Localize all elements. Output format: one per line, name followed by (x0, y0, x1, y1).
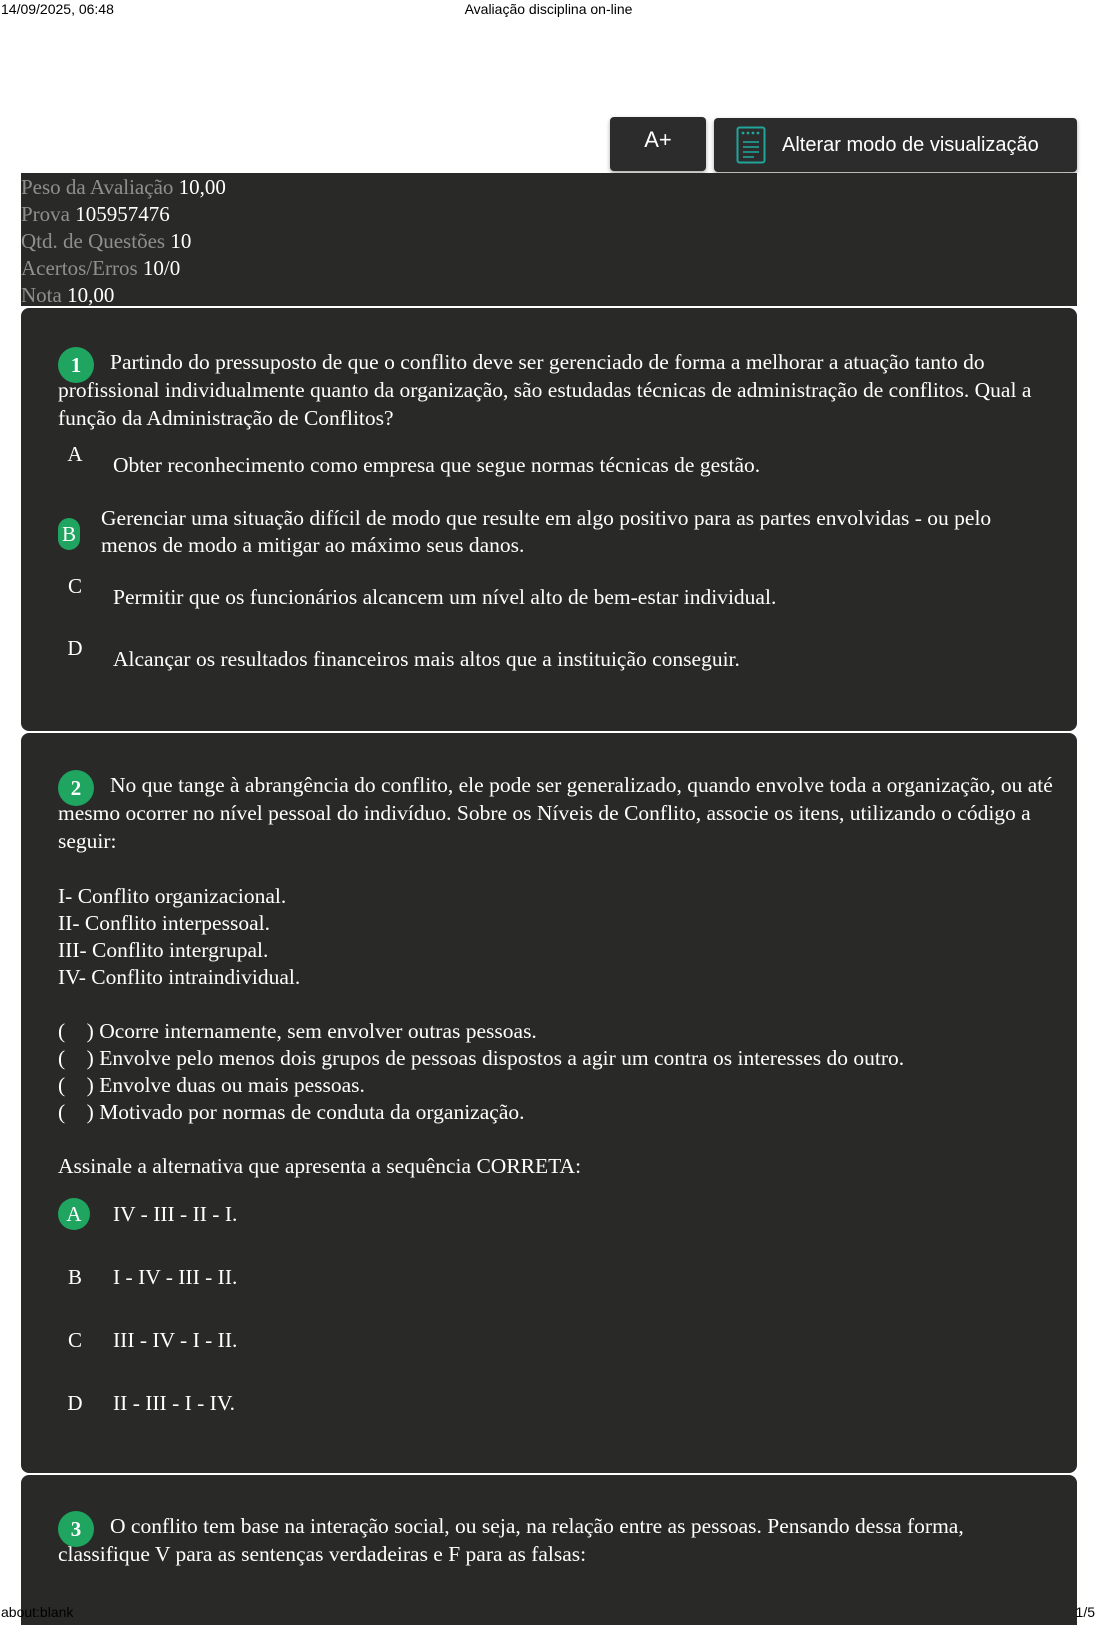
document-icon (736, 126, 766, 164)
option-text-c[interactable]: III - IV - I - II. (113, 1328, 238, 1352)
summary-score-value: 10/0 (142, 256, 181, 280)
question-card-1 (21, 308, 1077, 731)
summary-weight (21, 174, 1077, 201)
summary-grade-value: 10,00 (67, 283, 115, 307)
summary-weight-value: 10,00 (178, 175, 226, 199)
print-datetime: 14/09/2025, 06:48 (1, 1, 114, 17)
association-statement: ( ) Ocorre internamente, sem envolver outras pessoas. (58, 1019, 537, 1043)
question-text: O conflito tem base na interação social, ou seja, na relação entre as pessoas. Pensando dessa forma, classifique V para as sentenças verdadeiras e F para as falsas: (58, 1514, 964, 1566)
option-letter-d[interactable]: D (67, 1391, 83, 1415)
question-number-badge: 2 (58, 770, 94, 806)
association-statement: ( ) Envolve duas ou mais pessoas. (58, 1073, 365, 1097)
option-letter-c[interactable]: C (67, 574, 82, 598)
option-text-b[interactable]: Gerenciar uma situação difícil de modo que resulte em algo positivo para as partes envolvidas - ou pelo menos de modo a mitigar ao máximo seus danos. (101, 506, 992, 557)
option-letter-b[interactable]: B (67, 1265, 82, 1289)
print-header (0, 0, 1097, 18)
summary-questions (21, 228, 1077, 255)
question-text: Partindo do pressuposto de que o conflito deve ser gerenciado de forma a melhorar a atuação tanto do profissional individualmente quanto da organização, são estudadas técnicas de administração de conflitos. Qual a função da Administração de Conflitos? (58, 350, 1032, 430)
option-text-d[interactable]: Alcançar os resultados financeiros mais altos que a instituição conseguir. (113, 647, 740, 671)
question-number-badge: 1 (58, 347, 94, 383)
print-footer (0, 1603, 1097, 1621)
print-title: Avaliação disciplina on-line (464, 1, 633, 17)
option-letter-a[interactable]: A (67, 442, 83, 466)
option-letter-a-correct[interactable]: A (58, 1198, 90, 1230)
summary-grade (21, 282, 1077, 309)
question-number-badge: 3 (58, 1511, 94, 1547)
summary-score-label: Acertos/Erros (21, 256, 138, 280)
association-item: IV- Conflito intraindividual. (58, 965, 301, 989)
print-url: about:blank (1, 1604, 74, 1620)
view-mode-button[interactable] (714, 118, 1077, 172)
summary-grade-label: Nota (21, 283, 62, 307)
print-page-number: 1/5 (1075, 1604, 1095, 1620)
summary-exam-value: 105957476 (75, 202, 170, 226)
summary-questions-label: Qtd. de Questões (21, 229, 166, 253)
association-item: I- Conflito organizacional. (58, 884, 287, 908)
association-statement: ( ) Envolve pelo menos dois grupos de pessoas dispostos a agir um contra os interesses do outro. (58, 1046, 905, 1070)
option-letter-d[interactable]: D (67, 636, 83, 660)
increase-font-button[interactable]: A+ (610, 117, 706, 171)
option-text-a[interactable]: IV - III - II - I. (113, 1202, 238, 1226)
question-card-2 (21, 733, 1077, 1473)
summary-exam (21, 201, 1077, 228)
association-item: II- Conflito interpessoal. (58, 911, 270, 935)
option-text-b[interactable]: I - IV - III - II. (113, 1265, 238, 1289)
option-text-a[interactable]: Obter reconhecimento como empresa que segue normas técnicas de gestão. (113, 453, 761, 477)
question-text: No que tange à abrangência do conflito, ele pode ser generalizado, quando envolve toda a organização, ou até mesmo ocorrer no nível pessoal do indivíduo. Sobre os Níveis de Conflito, associe os itens, utilizando o código a seguir: (58, 773, 1053, 853)
view-mode-label: Alterar modo de visualização (782, 133, 1039, 156)
question-prompt: Assinale a alternativa que apresenta a sequência CORRETA: (58, 1154, 582, 1178)
summary-exam-label: Prova (21, 202, 70, 226)
association-statement: ( ) Motivado por normas de conduta da organização. (58, 1100, 525, 1124)
summary-questions-value: 10 (170, 229, 192, 253)
option-text-d[interactable]: II - III - I - IV. (113, 1391, 235, 1415)
summary-score (21, 255, 1077, 282)
summary-weight-label: Peso da Avaliação (21, 175, 174, 199)
option-text-c[interactable]: Permitir que os funcionários alcancem um nível alto de bem-estar individual. (113, 585, 777, 609)
option-letter-c[interactable]: C (67, 1328, 82, 1352)
association-item: III- Conflito intergrupal. (58, 938, 269, 962)
exam-summary (21, 173, 1077, 306)
option-letter-b-correct[interactable]: B (58, 518, 80, 550)
